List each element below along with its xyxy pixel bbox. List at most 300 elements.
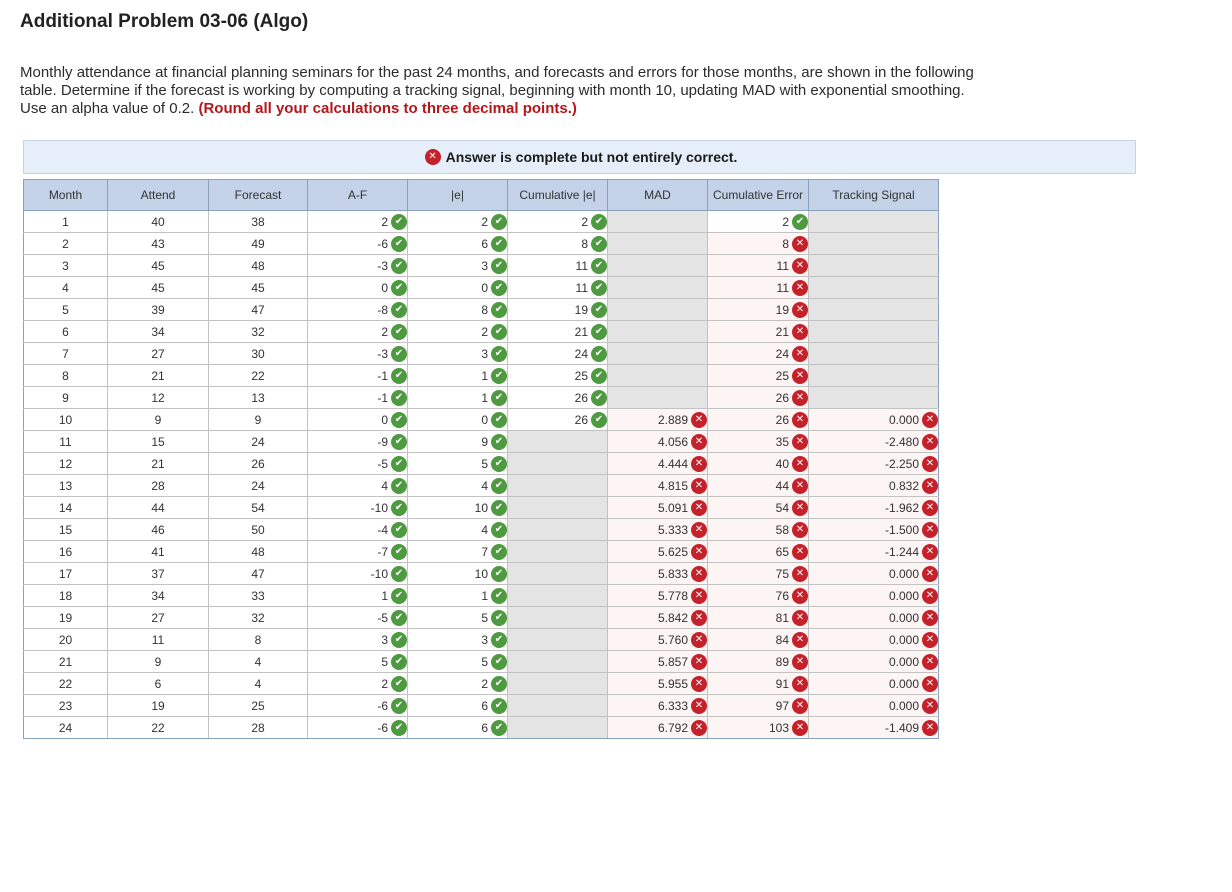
cell-tracking-signal: [809, 255, 939, 277]
cell-month: 3: [24, 255, 108, 277]
cell-a-f[interactable]: [308, 717, 408, 739]
check-circle-icon: ✔: [391, 610, 407, 626]
cell-a-f[interactable]: [308, 497, 408, 519]
col-header-cumulative-abs-error: Cumulative |e|: [508, 180, 608, 211]
cell-forecast: 48: [209, 255, 308, 277]
cell-cumulative-error[interactable]: [708, 365, 809, 387]
table-row: [24, 255, 939, 277]
check-circle-icon: ✔: [391, 698, 407, 714]
cell-abs-error[interactable]: [408, 365, 508, 387]
table-row: [24, 321, 939, 343]
x-circle-icon: ✕: [691, 698, 707, 714]
answer-value: 5.333: [657, 522, 688, 537]
cell-abs-error[interactable]: [408, 387, 508, 409]
cell-tracking-signal[interactable]: [809, 717, 939, 739]
cell-attend: 19: [108, 695, 209, 717]
x-circle-icon: ✕: [691, 654, 707, 670]
table-row: [24, 673, 939, 695]
cell-tracking-signal[interactable]: [809, 497, 939, 519]
x-circle-icon: ✕: [922, 500, 938, 516]
check-circle-icon: ✔: [391, 632, 407, 648]
cell-abs-error[interactable]: [408, 453, 508, 475]
x-circle-icon: ✕: [922, 676, 938, 692]
cell-tracking-signal[interactable]: [809, 475, 939, 497]
cell-month: 5: [24, 299, 108, 321]
problem-instructions: [20, 64, 980, 118]
cell-cumulative-abs-error[interactable]: [508, 343, 608, 365]
cell-mad[interactable]: [608, 497, 708, 519]
cell-cumulative-error[interactable]: [708, 629, 809, 651]
cell-a-f[interactable]: [308, 519, 408, 541]
cell-month: 9: [24, 387, 108, 409]
cell-a-f[interactable]: [308, 541, 408, 563]
cell-a-f[interactable]: [308, 673, 408, 695]
table-row: [24, 211, 939, 233]
check-circle-icon: ✔: [491, 456, 507, 472]
cell-cumulative-abs-error[interactable]: [508, 255, 608, 277]
cell-cumulative-abs-error[interactable]: [508, 211, 608, 233]
answer-value: 11: [575, 280, 588, 295]
cell-cumulative-abs-error: [508, 717, 608, 739]
check-circle-icon: ✔: [591, 346, 607, 362]
answer-value: 3: [381, 632, 388, 647]
cell-attend: 27: [108, 607, 209, 629]
col-header-attend: Attend: [108, 180, 209, 211]
cell-cumulative-abs-error[interactable]: [508, 365, 608, 387]
check-circle-icon: ✔: [391, 478, 407, 494]
x-circle-icon: ✕: [792, 654, 808, 670]
result-banner-text: Answer is complete but not entirely correct.: [445, 149, 738, 165]
cell-a-f[interactable]: [308, 585, 408, 607]
x-circle-icon: ✕: [922, 632, 938, 648]
cell-tracking-signal: [809, 233, 939, 255]
x-circle-icon: ✕: [922, 566, 938, 582]
x-circle-icon: ✕: [792, 412, 808, 428]
cell-tracking-signal[interactable]: [809, 695, 939, 717]
answer-value: 0: [481, 280, 488, 295]
answer-value: 0.000: [888, 632, 919, 647]
cell-mad[interactable]: [608, 541, 708, 563]
answer-value: -6: [377, 698, 388, 713]
cell-a-f[interactable]: [308, 563, 408, 585]
table-row: [24, 519, 939, 541]
cell-cumulative-error[interactable]: [708, 431, 809, 453]
cell-a-f[interactable]: [308, 365, 408, 387]
cell-tracking-signal[interactable]: [809, 563, 939, 585]
cell-a-f[interactable]: [308, 299, 408, 321]
table-row: [24, 541, 939, 563]
check-circle-icon: ✔: [491, 390, 507, 406]
check-circle-icon: ✔: [591, 324, 607, 340]
cell-forecast: 32: [209, 607, 308, 629]
answer-value: 54: [775, 500, 789, 515]
table-row: [24, 409, 939, 431]
cell-a-f[interactable]: [308, 453, 408, 475]
check-circle-icon: ✔: [391, 390, 407, 406]
cell-cumulative-error[interactable]: [708, 651, 809, 673]
cell-abs-error[interactable]: [408, 497, 508, 519]
cell-abs-error[interactable]: [408, 629, 508, 651]
cell-month: 4: [24, 277, 108, 299]
answer-value: -1.500: [884, 522, 919, 537]
cell-attend: 39: [108, 299, 209, 321]
cell-cumulative-abs-error[interactable]: [508, 321, 608, 343]
cell-mad[interactable]: [608, 695, 708, 717]
answer-value: 2: [481, 676, 488, 691]
cell-tracking-signal[interactable]: [809, 629, 939, 651]
x-circle-icon: ✕: [792, 280, 808, 296]
cell-abs-error[interactable]: [408, 585, 508, 607]
cell-month: 18: [24, 585, 108, 607]
x-circle-icon: ✕: [691, 456, 707, 472]
cell-tracking-signal: [809, 343, 939, 365]
cell-mad[interactable]: [608, 563, 708, 585]
cell-abs-error[interactable]: [408, 277, 508, 299]
cell-cumulative-error[interactable]: [708, 475, 809, 497]
cell-cumulative-error[interactable]: [708, 321, 809, 343]
check-circle-icon: ✔: [391, 522, 407, 538]
cell-abs-error[interactable]: [408, 607, 508, 629]
answer-value: 44: [775, 478, 789, 493]
cell-mad[interactable]: [608, 519, 708, 541]
answer-value: 0.000: [888, 654, 919, 669]
answer-value: 2: [381, 676, 388, 691]
answer-value: 19: [574, 302, 588, 317]
answer-value: 4: [481, 478, 488, 493]
check-circle-icon: ✔: [491, 566, 507, 582]
answer-value: 2.889: [657, 412, 688, 427]
answer-value: 2: [782, 214, 789, 229]
check-circle-icon: ✔: [591, 368, 607, 384]
answer-value: 25: [775, 368, 789, 383]
answer-value: -4: [377, 522, 388, 537]
cell-cumulative-error[interactable]: [708, 277, 809, 299]
cell-mad[interactable]: [608, 453, 708, 475]
cell-forecast: 4: [209, 651, 308, 673]
cell-mad[interactable]: [608, 673, 708, 695]
cell-month: 22: [24, 673, 108, 695]
cell-cumulative-abs-error: [508, 673, 608, 695]
cell-abs-error[interactable]: [408, 343, 508, 365]
cell-forecast: 22: [209, 365, 308, 387]
cell-tracking-signal[interactable]: [809, 541, 939, 563]
check-circle-icon: ✔: [391, 346, 407, 362]
cell-cumulative-error[interactable]: [708, 695, 809, 717]
cell-attend: 40: [108, 211, 209, 233]
cell-attend: 21: [108, 365, 209, 387]
answer-value: 5.955: [657, 676, 688, 691]
cell-mad: [608, 211, 708, 233]
table-row: [24, 277, 939, 299]
answer-value: 21: [775, 324, 789, 339]
x-circle-icon: ✕: [691, 478, 707, 494]
check-circle-icon: ✔: [391, 258, 407, 274]
x-circle-icon: ✕: [922, 544, 938, 560]
x-circle-icon: ✕: [922, 720, 938, 736]
answer-value: 76: [775, 588, 789, 603]
cell-tracking-signal[interactable]: [809, 453, 939, 475]
cell-forecast: 26: [209, 453, 308, 475]
answer-value: 3: [481, 632, 488, 647]
answer-value: 0.000: [888, 412, 919, 427]
cell-mad[interactable]: [608, 607, 708, 629]
cell-abs-error[interactable]: [408, 255, 508, 277]
cell-mad[interactable]: [608, 409, 708, 431]
cell-abs-error[interactable]: [408, 299, 508, 321]
check-circle-icon: ✔: [391, 566, 407, 582]
cell-cumulative-abs-error[interactable]: [508, 299, 608, 321]
x-circle-icon: ✕: [792, 258, 808, 274]
cell-abs-error[interactable]: [408, 475, 508, 497]
answer-value: 5.778: [657, 588, 688, 603]
cell-cumulative-abs-error[interactable]: [508, 409, 608, 431]
cell-forecast: 48: [209, 541, 308, 563]
cell-attend: 9: [108, 651, 209, 673]
check-circle-icon: ✔: [391, 280, 407, 296]
cell-tracking-signal[interactable]: [809, 431, 939, 453]
cell-month: 21: [24, 651, 108, 673]
cell-forecast: 38: [209, 211, 308, 233]
cell-cumulative-abs-error: [508, 629, 608, 651]
cell-a-f[interactable]: [308, 607, 408, 629]
x-circle-icon: ✕: [792, 478, 808, 494]
cell-cumulative-error[interactable]: [708, 299, 809, 321]
cell-forecast: 45: [209, 277, 308, 299]
answer-value: 4: [481, 522, 488, 537]
cell-attend: 12: [108, 387, 209, 409]
answer-table: [23, 179, 939, 739]
x-circle-icon: ✕: [792, 456, 808, 472]
cell-abs-error[interactable]: [408, 211, 508, 233]
x-circle-icon: ✕: [922, 434, 938, 450]
answer-value: 0.000: [888, 566, 919, 581]
cell-abs-error[interactable]: [408, 431, 508, 453]
cell-a-f[interactable]: [308, 343, 408, 365]
cell-mad[interactable]: [608, 475, 708, 497]
cell-cumulative-error[interactable]: [708, 541, 809, 563]
answer-value: 11: [575, 258, 588, 273]
x-circle-icon: ✕: [425, 149, 441, 165]
answer-value: 89: [775, 654, 789, 669]
x-circle-icon: ✕: [792, 236, 808, 252]
cell-abs-error[interactable]: [408, 541, 508, 563]
cell-cumulative-error[interactable]: [708, 585, 809, 607]
table-row: [24, 299, 939, 321]
check-circle-icon: ✔: [391, 676, 407, 692]
cell-mad[interactable]: [608, 717, 708, 739]
cell-forecast: 32: [209, 321, 308, 343]
x-circle-icon: ✕: [691, 676, 707, 692]
cell-attend: 21: [108, 453, 209, 475]
answer-value: 5: [481, 456, 488, 471]
answer-value: 8: [581, 236, 588, 251]
cell-attend: 22: [108, 717, 209, 739]
cell-month: 11: [24, 431, 108, 453]
cell-month: 23: [24, 695, 108, 717]
table-row: [24, 387, 939, 409]
answer-value: -6: [377, 236, 388, 251]
cell-mad: [608, 321, 708, 343]
cell-attend: 11: [108, 629, 209, 651]
cell-abs-error[interactable]: [408, 717, 508, 739]
check-circle-icon: ✔: [491, 368, 507, 384]
cell-mad[interactable]: [608, 651, 708, 673]
check-circle-icon: ✔: [591, 390, 607, 406]
table-row: [24, 585, 939, 607]
cell-cumulative-error[interactable]: [708, 519, 809, 541]
answer-value: 0: [381, 280, 388, 295]
x-circle-icon: ✕: [922, 654, 938, 670]
cell-a-f[interactable]: [308, 211, 408, 233]
cell-abs-error[interactable]: [408, 233, 508, 255]
cell-a-f[interactable]: [308, 409, 408, 431]
cell-cumulative-error[interactable]: [708, 211, 809, 233]
check-circle-icon: ✔: [491, 214, 507, 230]
cell-cumulative-error[interactable]: [708, 717, 809, 739]
answer-value: 11: [776, 258, 789, 273]
check-circle-icon: ✔: [491, 346, 507, 362]
check-circle-icon: ✔: [391, 214, 407, 230]
cell-abs-error[interactable]: [408, 563, 508, 585]
cell-tracking-signal[interactable]: [809, 585, 939, 607]
x-circle-icon: ✕: [792, 588, 808, 604]
answer-value: 3: [481, 258, 488, 273]
answer-value: 5: [381, 654, 388, 669]
col-header-cumulative-error: Cumulative Error: [708, 180, 809, 211]
cell-abs-error[interactable]: [408, 673, 508, 695]
cell-tracking-signal[interactable]: [809, 519, 939, 541]
cell-a-f[interactable]: [308, 277, 408, 299]
cell-a-f[interactable]: [308, 321, 408, 343]
cell-cumulative-abs-error: [508, 585, 608, 607]
x-circle-icon: ✕: [922, 478, 938, 494]
answer-value: 1: [481, 368, 488, 383]
cell-abs-error[interactable]: [408, 651, 508, 673]
answer-value: 2: [381, 214, 388, 229]
cell-tracking-signal[interactable]: [809, 607, 939, 629]
check-circle-icon: ✔: [391, 324, 407, 340]
check-circle-icon: ✔: [591, 236, 607, 252]
cell-cumulative-abs-error[interactable]: [508, 233, 608, 255]
answer-value: 7: [481, 544, 488, 559]
cell-abs-error[interactable]: [408, 695, 508, 717]
cell-cumulative-abs-error: [508, 607, 608, 629]
result-banner: [23, 140, 1136, 174]
cell-month: 2: [24, 233, 108, 255]
cell-a-f[interactable]: [308, 387, 408, 409]
cell-cumulative-error[interactable]: [708, 563, 809, 585]
answer-value: 0.000: [888, 588, 919, 603]
table-row: [24, 607, 939, 629]
cell-month: 8: [24, 365, 108, 387]
col-header-abs-error: |e|: [408, 180, 508, 211]
cell-tracking-signal: [809, 277, 939, 299]
answer-value: 65: [775, 544, 789, 559]
check-circle-icon: ✔: [591, 258, 607, 274]
cell-mad[interactable]: [608, 585, 708, 607]
answer-value: 6: [481, 698, 488, 713]
cell-forecast: 47: [209, 563, 308, 585]
col-header-a-f: A-F: [308, 180, 408, 211]
check-circle-icon: ✔: [491, 412, 507, 428]
cell-mad[interactable]: [608, 431, 708, 453]
cell-month: 20: [24, 629, 108, 651]
answer-value: -1.962: [884, 500, 919, 515]
cell-mad: [608, 233, 708, 255]
cell-abs-error[interactable]: [408, 519, 508, 541]
cell-month: 7: [24, 343, 108, 365]
answer-value: 1: [381, 588, 388, 603]
x-circle-icon: ✕: [792, 698, 808, 714]
cell-cumulative-abs-error: [508, 431, 608, 453]
cell-a-f[interactable]: [308, 255, 408, 277]
cell-forecast: 47: [209, 299, 308, 321]
cell-forecast: 25: [209, 695, 308, 717]
cell-month: 24: [24, 717, 108, 739]
answer-value: 10: [474, 500, 488, 515]
cell-tracking-signal[interactable]: [809, 409, 939, 431]
cell-cumulative-error[interactable]: [708, 409, 809, 431]
cell-cumulative-error[interactable]: [708, 255, 809, 277]
cell-cumulative-error[interactable]: [708, 607, 809, 629]
cell-tracking-signal: [809, 387, 939, 409]
cell-a-f[interactable]: [308, 431, 408, 453]
cell-mad: [608, 255, 708, 277]
cell-cumulative-abs-error: [508, 695, 608, 717]
cell-tracking-signal: [809, 321, 939, 343]
answer-value: -2.250: [884, 456, 919, 471]
cell-attend: 45: [108, 255, 209, 277]
cell-forecast: 24: [209, 431, 308, 453]
cell-mad[interactable]: [608, 629, 708, 651]
cell-attend: 45: [108, 277, 209, 299]
x-circle-icon: ✕: [792, 324, 808, 340]
check-circle-icon: ✔: [491, 632, 507, 648]
answer-value: 91: [775, 676, 789, 691]
cell-cumulative-abs-error[interactable]: [508, 277, 608, 299]
x-circle-icon: ✕: [792, 368, 808, 384]
cell-cumulative-error[interactable]: [708, 673, 809, 695]
col-header-tracking-signal: Tracking Signal: [809, 180, 939, 211]
cell-tracking-signal[interactable]: [809, 673, 939, 695]
answer-value: -1: [377, 368, 388, 383]
cell-a-f[interactable]: [308, 629, 408, 651]
cell-tracking-signal: [809, 365, 939, 387]
cell-a-f[interactable]: [308, 233, 408, 255]
cell-cumulative-error[interactable]: [708, 343, 809, 365]
cell-tracking-signal[interactable]: [809, 651, 939, 673]
cell-cumulative-error[interactable]: [708, 233, 809, 255]
cell-month: 1: [24, 211, 108, 233]
cell-a-f[interactable]: [308, 475, 408, 497]
x-circle-icon: ✕: [691, 588, 707, 604]
check-circle-icon: ✔: [491, 654, 507, 670]
answer-value: -7: [377, 544, 388, 559]
cell-a-f[interactable]: [308, 695, 408, 717]
x-circle-icon: ✕: [922, 698, 938, 714]
cell-a-f[interactable]: [308, 651, 408, 673]
cell-cumulative-abs-error[interactable]: [508, 387, 608, 409]
cell-cumulative-error[interactable]: [708, 497, 809, 519]
cell-tracking-signal: [809, 299, 939, 321]
cell-cumulative-abs-error: [508, 497, 608, 519]
cell-abs-error[interactable]: [408, 409, 508, 431]
cell-cumulative-error[interactable]: [708, 387, 809, 409]
cell-abs-error[interactable]: [408, 321, 508, 343]
cell-cumulative-error[interactable]: [708, 453, 809, 475]
cell-mad: [608, 343, 708, 365]
answer-value: 103: [768, 720, 789, 735]
